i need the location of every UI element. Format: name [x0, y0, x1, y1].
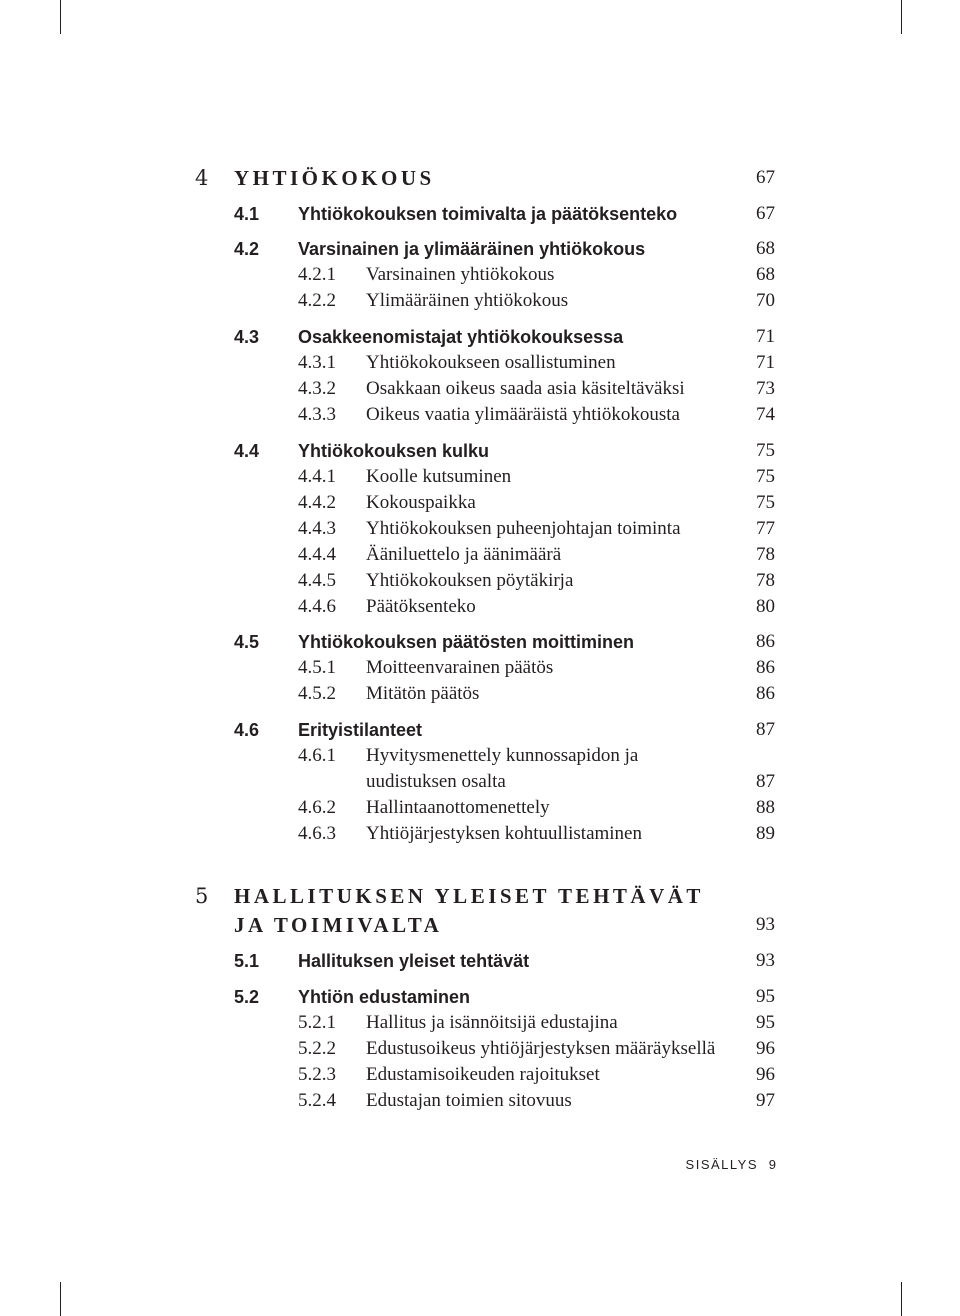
- section-title: Yhtiökokouksen päätösten moittiminen: [298, 632, 635, 652]
- subsection-title: Edustajan toimien sitovuus: [366, 1090, 572, 1111]
- page-number: 70: [756, 290, 775, 311]
- subsection-title: Osakkaan oikeus saada asia käsiteltäväksi: [366, 378, 685, 399]
- page-number: 78: [756, 570, 775, 591]
- toc-subsection-4-4-2: [0, 489, 960, 517]
- section-number: 4.5: [234, 632, 260, 652]
- page-number: 67: [756, 203, 775, 224]
- toc-subsection-4-4-1: [0, 463, 960, 491]
- page-number: 89: [756, 823, 775, 844]
- toc-subsection-4-5-1: [0, 654, 960, 682]
- section-title: Yhtiön edustaminen: [298, 987, 471, 1007]
- subsection-number: 4.4.4: [298, 544, 336, 565]
- toc-section-4-1: [0, 200, 960, 228]
- toc-subsection-5-2-4: [0, 1087, 960, 1115]
- toc-subsection-4-4-3: [0, 515, 960, 543]
- toc-subsection-4-3-1: [0, 349, 960, 377]
- subsection-title: Mitätön päätös: [366, 683, 480, 704]
- subsection-title: Yhtiöjärjestyksen kohtuullistaminen: [366, 823, 642, 844]
- toc-section-4-2: [0, 235, 960, 263]
- subsection-number: 4.3.1: [298, 352, 336, 373]
- chapter-4-heading: [0, 164, 960, 192]
- section-title: Yhtiökokouksen kulku: [298, 441, 490, 461]
- page-number: 87: [756, 719, 775, 740]
- page-number: 75: [756, 440, 775, 461]
- toc-subsection-4-6-3: [0, 820, 960, 848]
- page-number: 73: [756, 378, 775, 399]
- subsection-title: Hyvitysmenettely kunnossapidon ja: [366, 745, 639, 766]
- crop-mark: [901, 1282, 902, 1316]
- subsection-number: 4.3.3: [298, 404, 336, 425]
- subsection-number: 4.3.2: [298, 378, 336, 399]
- subsection-title: Kokouspaikka: [366, 492, 476, 513]
- toc-subsection-4-3-2: [0, 375, 960, 403]
- toc-subsection-4-4-4: [0, 541, 960, 569]
- toc-section-4-3: [0, 323, 960, 351]
- toc-subsection-4-3-3: [0, 401, 960, 429]
- section-number: 5.2: [234, 987, 260, 1007]
- toc-subsection-4-5-2: [0, 680, 960, 708]
- section-title: Hallituksen yleiset tehtävät: [298, 951, 530, 971]
- subsection-number: 4.4.5: [298, 570, 336, 591]
- page-number: 93: [756, 914, 775, 935]
- page-number: 86: [756, 683, 775, 704]
- section-number: 4.3: [234, 327, 260, 347]
- subsection-title: Edustamisoikeuden rajoitukset: [366, 1064, 600, 1085]
- subsection-title: Hallintaanottomenettely: [366, 797, 550, 818]
- section-title: Erityistilanteet: [298, 720, 423, 740]
- subsection-title: Edustusoikeus yhtiöjärjestyksen määräyksellä: [366, 1038, 716, 1059]
- section-number: 5.1: [234, 951, 260, 971]
- page-number: 78: [756, 544, 775, 565]
- section-title: Yhtiökokouksen toimivalta ja päätöksenteko: [298, 204, 678, 224]
- section-number: 4.4: [234, 441, 260, 461]
- section-number: 4.6: [234, 720, 260, 740]
- chapter-number: 4: [195, 166, 209, 190]
- chapter-5-heading-continued: [0, 911, 960, 939]
- chapter-title: JA TOIMIVALTA: [234, 913, 443, 937]
- page-number: 68: [756, 264, 775, 285]
- subsection-title: Moitteenvarainen päätös: [366, 657, 554, 678]
- page-number: 93: [756, 950, 775, 971]
- page-number: 77: [756, 518, 775, 539]
- toc-subsection-4-6-2: [0, 794, 960, 822]
- subsection-number: 4.6.3: [298, 823, 336, 844]
- page-number: 96: [756, 1064, 775, 1085]
- subsection-title: Ylimääräinen yhtiökokous: [366, 290, 569, 311]
- toc-section-4-5: [0, 628, 960, 656]
- toc-subsection-5-2-1: [0, 1009, 960, 1037]
- crop-mark: [60, 0, 61, 34]
- section-title: Varsinainen ja ylimääräinen yhtiökokous: [298, 239, 646, 259]
- subsection-number: 5.2.3: [298, 1064, 336, 1085]
- crop-mark: [60, 1282, 61, 1316]
- subsection-number: 4.5.2: [298, 683, 336, 704]
- toc-subsection-5-2-3: [0, 1061, 960, 1089]
- subsection-number: 4.4.3: [298, 518, 336, 539]
- page-number: 87: [756, 771, 775, 792]
- subsection-title: Hallitus ja isännöitsijä edustajina: [366, 1012, 618, 1033]
- subsection-number: 4.4.6: [298, 596, 336, 617]
- page-number: 80: [756, 596, 775, 617]
- crop-mark: [901, 0, 902, 34]
- subsection-number: 4.2.1: [298, 264, 336, 285]
- page-number: 68: [756, 238, 775, 259]
- toc-subsection-4-4-5: [0, 567, 960, 595]
- subsection-number: 4.4.1: [298, 466, 336, 487]
- chapter-5-heading: [0, 882, 960, 910]
- subsection-title: Yhtiökokoukseen osallistuminen: [366, 352, 616, 373]
- subsection-title: Yhtiökokouksen puheenjohtajan toiminta: [366, 518, 681, 539]
- page-number: 71: [756, 352, 775, 373]
- page-number: 71: [756, 326, 775, 347]
- chapter-title: HALLITUKSEN YLEISET TEHTÄVÄT: [234, 884, 704, 908]
- chapter-title: YHTIÖKOKOUS: [234, 166, 435, 190]
- page-number: 74: [756, 404, 775, 425]
- page-number: 96: [756, 1038, 775, 1059]
- page-footer: [0, 1153, 960, 1177]
- page-number: 95: [756, 986, 775, 1007]
- toc-section-4-4: [0, 437, 960, 465]
- subsection-number: 5.2.2: [298, 1038, 336, 1059]
- subsection-number: 5.2.4: [298, 1090, 336, 1111]
- page-number: 95: [756, 1012, 775, 1033]
- subsection-title: Varsinainen yhtiökokous: [366, 264, 555, 285]
- page-number: 75: [756, 492, 775, 513]
- subsection-number: 4.4.2: [298, 492, 336, 513]
- page-number: 75: [756, 466, 775, 487]
- subsection-number: 4.5.1: [298, 657, 336, 678]
- chapter-number: 5: [195, 884, 209, 908]
- toc-subsection-4-2-2: [0, 287, 960, 315]
- subsection-title: Päätöksenteko: [366, 596, 476, 617]
- subsection-title: Yhtiökokouksen pöytäkirja: [366, 570, 574, 591]
- folio-page-number: 9: [768, 1157, 776, 1172]
- subsection-title: uudistuksen osalta: [366, 771, 506, 792]
- page-number: 86: [756, 631, 775, 652]
- subsection-number: 4.6.2: [298, 797, 336, 818]
- toc-subsection-5-2-2: [0, 1035, 960, 1063]
- section-number: 4.2: [234, 239, 260, 259]
- subsection-title: Koolle kutsuminen: [366, 466, 512, 487]
- subsection-number: 5.2.1: [298, 1012, 336, 1033]
- toc-section-5-1: [0, 947, 960, 975]
- running-footer-label: SISÄLLYS: [685, 1157, 758, 1172]
- subsection-number: 4.2.2: [298, 290, 336, 311]
- page-number: 97: [756, 1090, 775, 1111]
- toc-subsection-4-6-1: [0, 742, 960, 770]
- section-title: Osakkeenomistajat yhtiökokouksessa: [298, 327, 624, 347]
- toc-subsection-4-4-6: [0, 593, 960, 621]
- toc-section-5-2: [0, 983, 960, 1011]
- subsection-title: Ääniluettelo ja äänimäärä: [366, 544, 562, 565]
- page-number: 86: [756, 657, 775, 678]
- page-number: 67: [756, 167, 775, 188]
- toc-subsection-4-6-1-continued: [0, 768, 960, 796]
- section-number: 4.1: [234, 204, 260, 224]
- page-number: 88: [756, 797, 775, 818]
- toc-section-4-6: [0, 716, 960, 744]
- subsection-title: Oikeus vaatia ylimääräistä yhtiökokousta: [366, 404, 680, 425]
- toc-subsection-4-2-1: [0, 261, 960, 289]
- subsection-number: 4.6.1: [298, 745, 336, 766]
